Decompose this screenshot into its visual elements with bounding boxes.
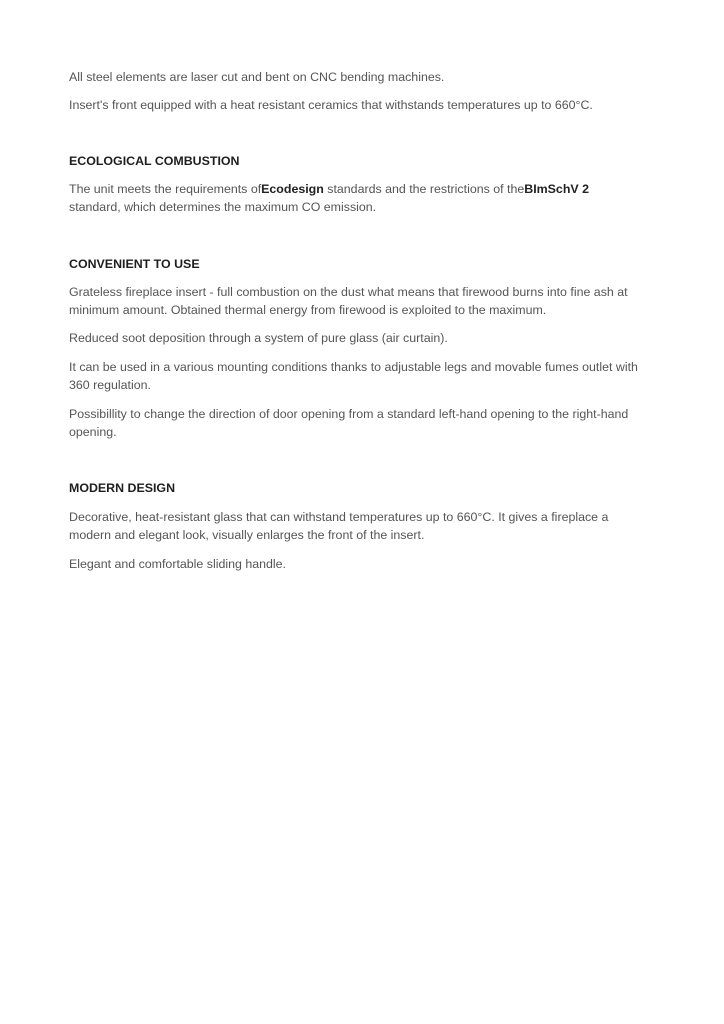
convenient-paragraph-mounting: It can be used in a various mounting conditions thanks to adjustable legs and movable fumes outlet with 360 regulation. xyxy=(69,360,638,392)
heading-convenient-to-use: CONVENIENT TO USE xyxy=(69,257,200,271)
ecological-bold-ecodesign: Ecodesign xyxy=(261,182,324,196)
ecological-text-1: The unit meets the requirements of xyxy=(69,182,262,196)
modern-paragraph-glass: Decorative, heat-resistant glass that can withstand temperatures up to 660°C. It gives a fireplace a modern and elegant look, visually enlarges the front of the insert. xyxy=(69,510,609,542)
modern-paragraph-handle: Elegant and comfortable sliding handle. xyxy=(69,557,286,571)
ecological-bold-bimschv: BImSchV 2 xyxy=(524,182,589,196)
intro-paragraph-ceramics: Insert's front equipped with a heat resistant ceramics that withstands temperatures up to 660°C. xyxy=(69,98,593,112)
convenient-paragraph-door: Possibillity to change the direction of door opening from a standard left-hand opening to the right-hand opening. xyxy=(69,407,629,439)
intro-paragraph-steel: All steel elements are laser cut and bent on CNC bending machines. xyxy=(69,70,445,84)
convenient-paragraph-grateless: Grateless fireplace insert - full combustion on the dust what means that firewood burns into fine ash at minimum amount. Obtained thermal energy from firewood is exploited to the maximum. xyxy=(69,285,628,317)
ecological-text-3: standard, which determines the maximum CO emission. xyxy=(69,200,377,214)
heading-modern-design: MODERN DESIGN xyxy=(69,481,176,495)
ecological-paragraph xyxy=(69,180,614,216)
heading-ecological-combustion: ECOLOGICAL COMBUSTION xyxy=(69,154,240,168)
ecological-text-2: standards and the restrictions of the xyxy=(323,182,525,196)
convenient-paragraph-soot: Reduced soot deposition through a system of pure glass (air curtain). xyxy=(69,331,448,345)
